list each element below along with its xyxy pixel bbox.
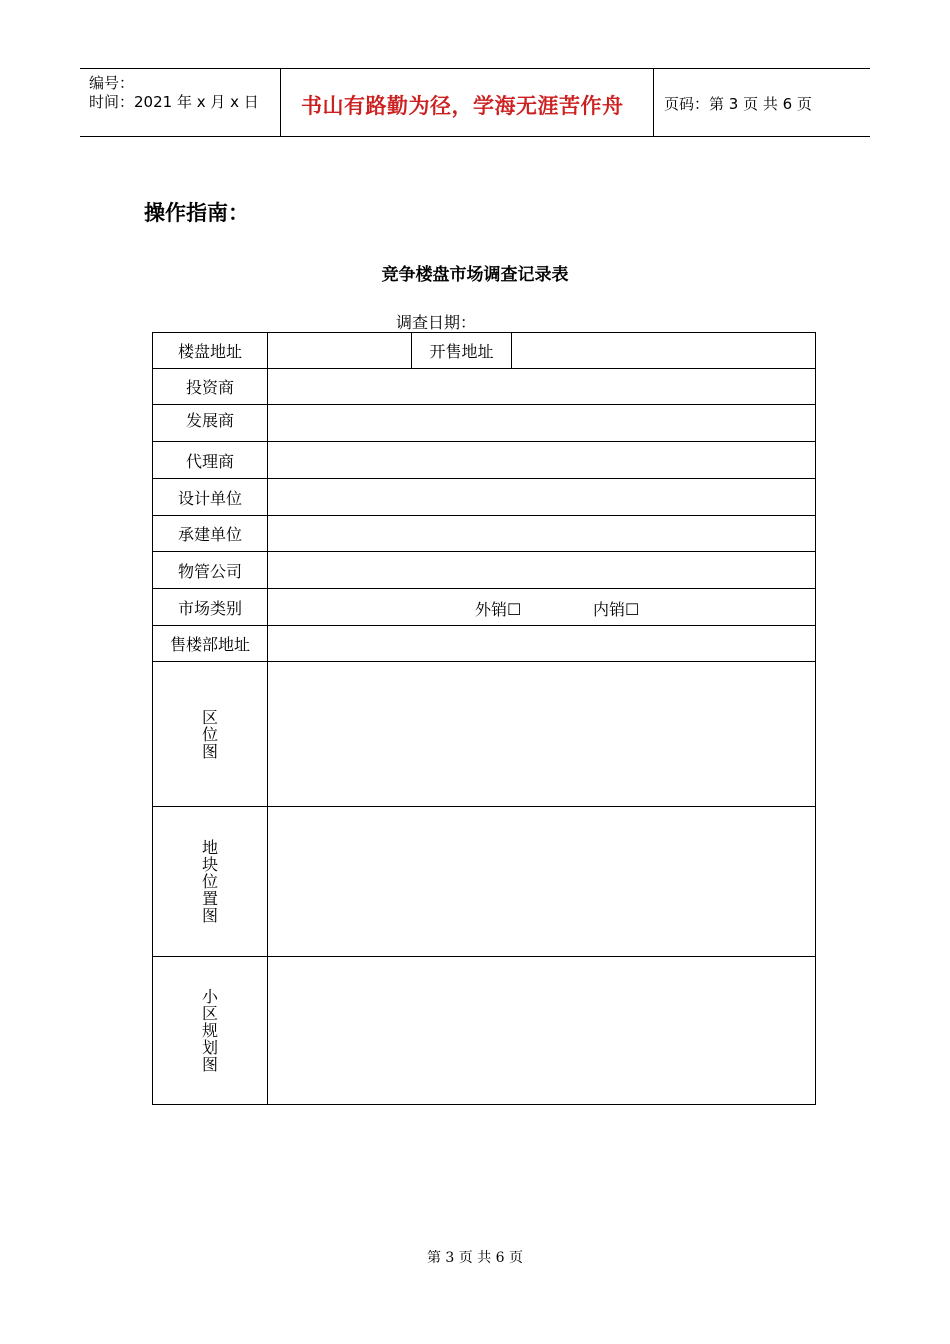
survey-form-table (152, 332, 816, 1105)
property-address-label: 楼盘地址 (153, 333, 268, 369)
table-row (153, 807, 816, 957)
property-mgmt-field[interactable] (268, 552, 816, 589)
survey-date-label: 调查日期： (396, 313, 477, 332)
investor-label: 投资商 (153, 369, 268, 405)
sales-office-address-label: 售楼部地址 (153, 626, 268, 662)
developer-label: 发展商 (153, 405, 268, 442)
table-row (153, 662, 816, 807)
sales-office-address-field[interactable] (268, 626, 816, 662)
investor-field[interactable] (268, 369, 816, 405)
guide-heading: 操作指南： (144, 201, 249, 225)
property-address-field[interactable] (268, 333, 412, 369)
market-type-label: 市场类别 (153, 589, 268, 626)
construction-unit-label: 承建单位 (153, 516, 268, 552)
agent-label: 代理商 (153, 442, 268, 479)
page-header (80, 68, 870, 137)
construction-unit-field[interactable] (268, 516, 816, 552)
location-map-area[interactable] (268, 662, 816, 807)
time-label: 时间：2021 年 x 月 x 日 (89, 93, 259, 111)
table-row (153, 516, 816, 552)
table-row (153, 957, 816, 1105)
domestic-checkbox[interactable]: 内销☐ (593, 600, 640, 619)
table-row (153, 479, 816, 516)
plot-map-label: 地 块 位 置 图 (153, 807, 268, 957)
table-row (153, 369, 816, 405)
header-page-cell (654, 69, 870, 136)
table-row (153, 552, 816, 589)
location-map-label: 区 位 图 (153, 662, 268, 807)
community-plan-label: 小 区 规 划 图 (153, 957, 268, 1105)
motto-text: 书山有路勤为径，学海无涯苦作舟 (301, 94, 624, 118)
table-row (153, 626, 816, 662)
page-code: 页码：第 3 页 共 6 页 (664, 95, 812, 113)
design-unit-field[interactable] (268, 479, 816, 516)
header-motto-cell (281, 69, 654, 136)
agent-field[interactable] (268, 442, 816, 479)
page-footer: 第 3 页 共 6 页 (426, 1250, 524, 1266)
community-plan-area[interactable] (268, 957, 816, 1105)
market-type-field (268, 589, 816, 626)
developer-field[interactable] (268, 405, 816, 442)
design-unit-label: 设计单位 (153, 479, 268, 516)
table-row (153, 589, 816, 626)
header-meta-cell (80, 69, 281, 136)
table-row (153, 405, 816, 442)
table-row (153, 333, 816, 369)
table-row (153, 442, 816, 479)
form-title: 竞争楼盘市场调查记录表 (381, 265, 569, 285)
serial-label: 编号： (89, 74, 135, 92)
export-checkbox[interactable]: 外销☐ (475, 600, 522, 619)
plot-map-area[interactable] (268, 807, 816, 957)
sales-address-field[interactable] (512, 333, 816, 369)
sales-address-label: 开售地址 (412, 333, 512, 369)
property-mgmt-label: 物管公司 (153, 552, 268, 589)
